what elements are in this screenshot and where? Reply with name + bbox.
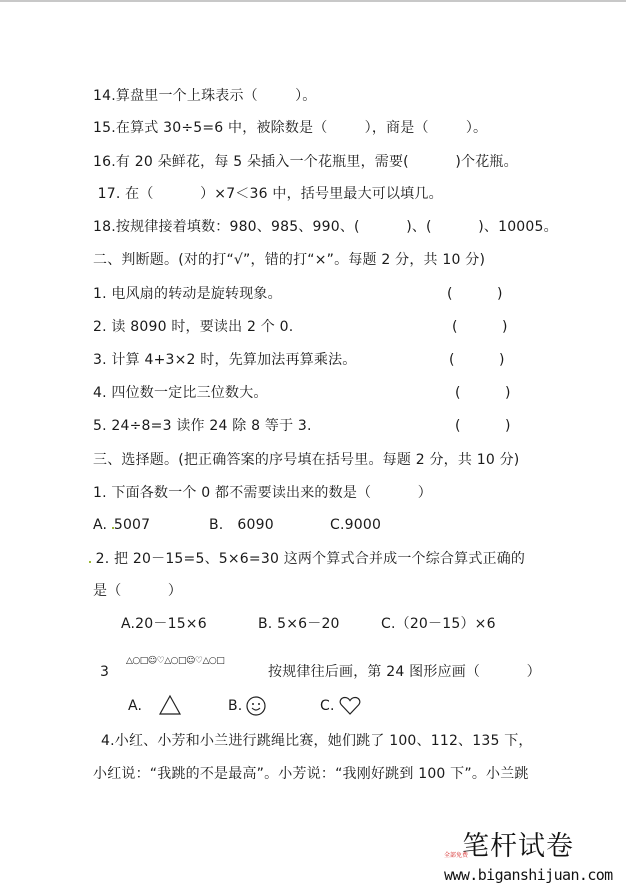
choice-1-option-b	[209, 515, 274, 535]
choice-question-2-line1	[89, 549, 525, 569]
triangle-icon	[158, 694, 182, 716]
answer-blank-3: ( )	[449, 352, 505, 368]
logo-title: 笔杆试卷	[462, 831, 574, 862]
question-17: 17. 在（ ）×7＜36 中，括号里最大可以填几。	[93, 186, 443, 202]
choice-question-1: 1. 下面各数一个 0 都不需要读出来的数是（ ）	[93, 485, 432, 501]
answer-blank-2: ( )	[452, 319, 508, 335]
choice-2-option-b: B. 5×6－20	[258, 616, 340, 632]
judgement-item-2: 2. 读 8090 时，要读出 2 个 0.	[93, 319, 294, 335]
smiley-face-icon	[245, 695, 267, 717]
option-label: B.	[209, 517, 238, 533]
judgement-item-4: 4. 四位数一定比三位数大。	[93, 385, 268, 401]
choice-3-option-a-label: A.	[128, 698, 143, 714]
choice-question-2-line2: 是（ ）	[93, 583, 183, 599]
option-label: A.	[93, 517, 112, 533]
choice-2-option-a: A.20－15×6	[121, 616, 207, 632]
answer-blank-5: ( )	[455, 418, 511, 434]
logo-url: www.biganshijuan.com	[444, 866, 613, 884]
choice-question-4-line2: 小红说：“我跳的不是最高”。小芳说：“我刚好跳到 100 下”。小兰跳	[93, 766, 529, 782]
section-heading-judgement: 二、判断题。(对的打“√”，错的打“×”。每题 2 分，共 10 分)	[93, 252, 486, 268]
question-16: 16.有 20 朵鲜花，每 5 朵插入一个花瓶里，需要( )个花瓶。	[93, 154, 518, 170]
choice-2-option-c: C.（20－15）×6	[381, 616, 496, 632]
option-label: C.	[330, 517, 345, 533]
judgement-item-3: 3. 计算 4+3×2 时，先算加法再算乘法。	[93, 352, 357, 368]
answer-blank-4: ( )	[455, 385, 511, 401]
choice-1-option-a	[93, 515, 150, 535]
section-heading-choice: 三、选择题。(把正确答案的序号填在括号里。每题 2 分，共 10 分)	[93, 452, 520, 468]
judgement-item-1: 1. 电风扇的转动是旋转现象。	[93, 286, 282, 302]
option-value: 6090	[237, 517, 274, 533]
heart-icon	[338, 695, 362, 717]
choice-3-option-c-label: C.	[320, 698, 335, 714]
choice-question-3-number: 3	[100, 664, 110, 680]
answer-blank-1: ( )	[447, 286, 503, 302]
option-value: 5007	[113, 517, 151, 533]
choice-question-3-text: 按规律往后画，第 24 图形应画（ ）	[268, 664, 541, 680]
logo-badge: 全部免费	[444, 852, 469, 859]
judgement-item-5: 5. 24÷8=3 读作 24 除 8 等于 3.	[93, 418, 312, 434]
page-top-border	[0, 0, 626, 2]
option-value: 9000	[344, 517, 382, 533]
choice-3-option-b-label: B.	[228, 698, 243, 714]
shape-sequence: △○□☺♡△○□☺♡△○□	[126, 656, 225, 666]
question-14: 14.算盘里一个上珠表示（ ）。	[93, 88, 317, 104]
question-15: 15.在算式 30÷5=6 中，被除数是（ ），商是（ ）。	[93, 120, 488, 136]
choice-question-4-line1: 4.小红、小芳和小兰进行跳绳比赛，她们跳了 100、112、135 下，	[101, 733, 533, 749]
choice-1-option-c	[330, 515, 381, 535]
question-18: 18.按规律接着填数：980、985、990、( )、( )、10005。	[93, 219, 558, 235]
question-text: 2. 把 20－15=5、5×6=30 这两个算式合并成一个综合算式正确的	[91, 551, 526, 567]
